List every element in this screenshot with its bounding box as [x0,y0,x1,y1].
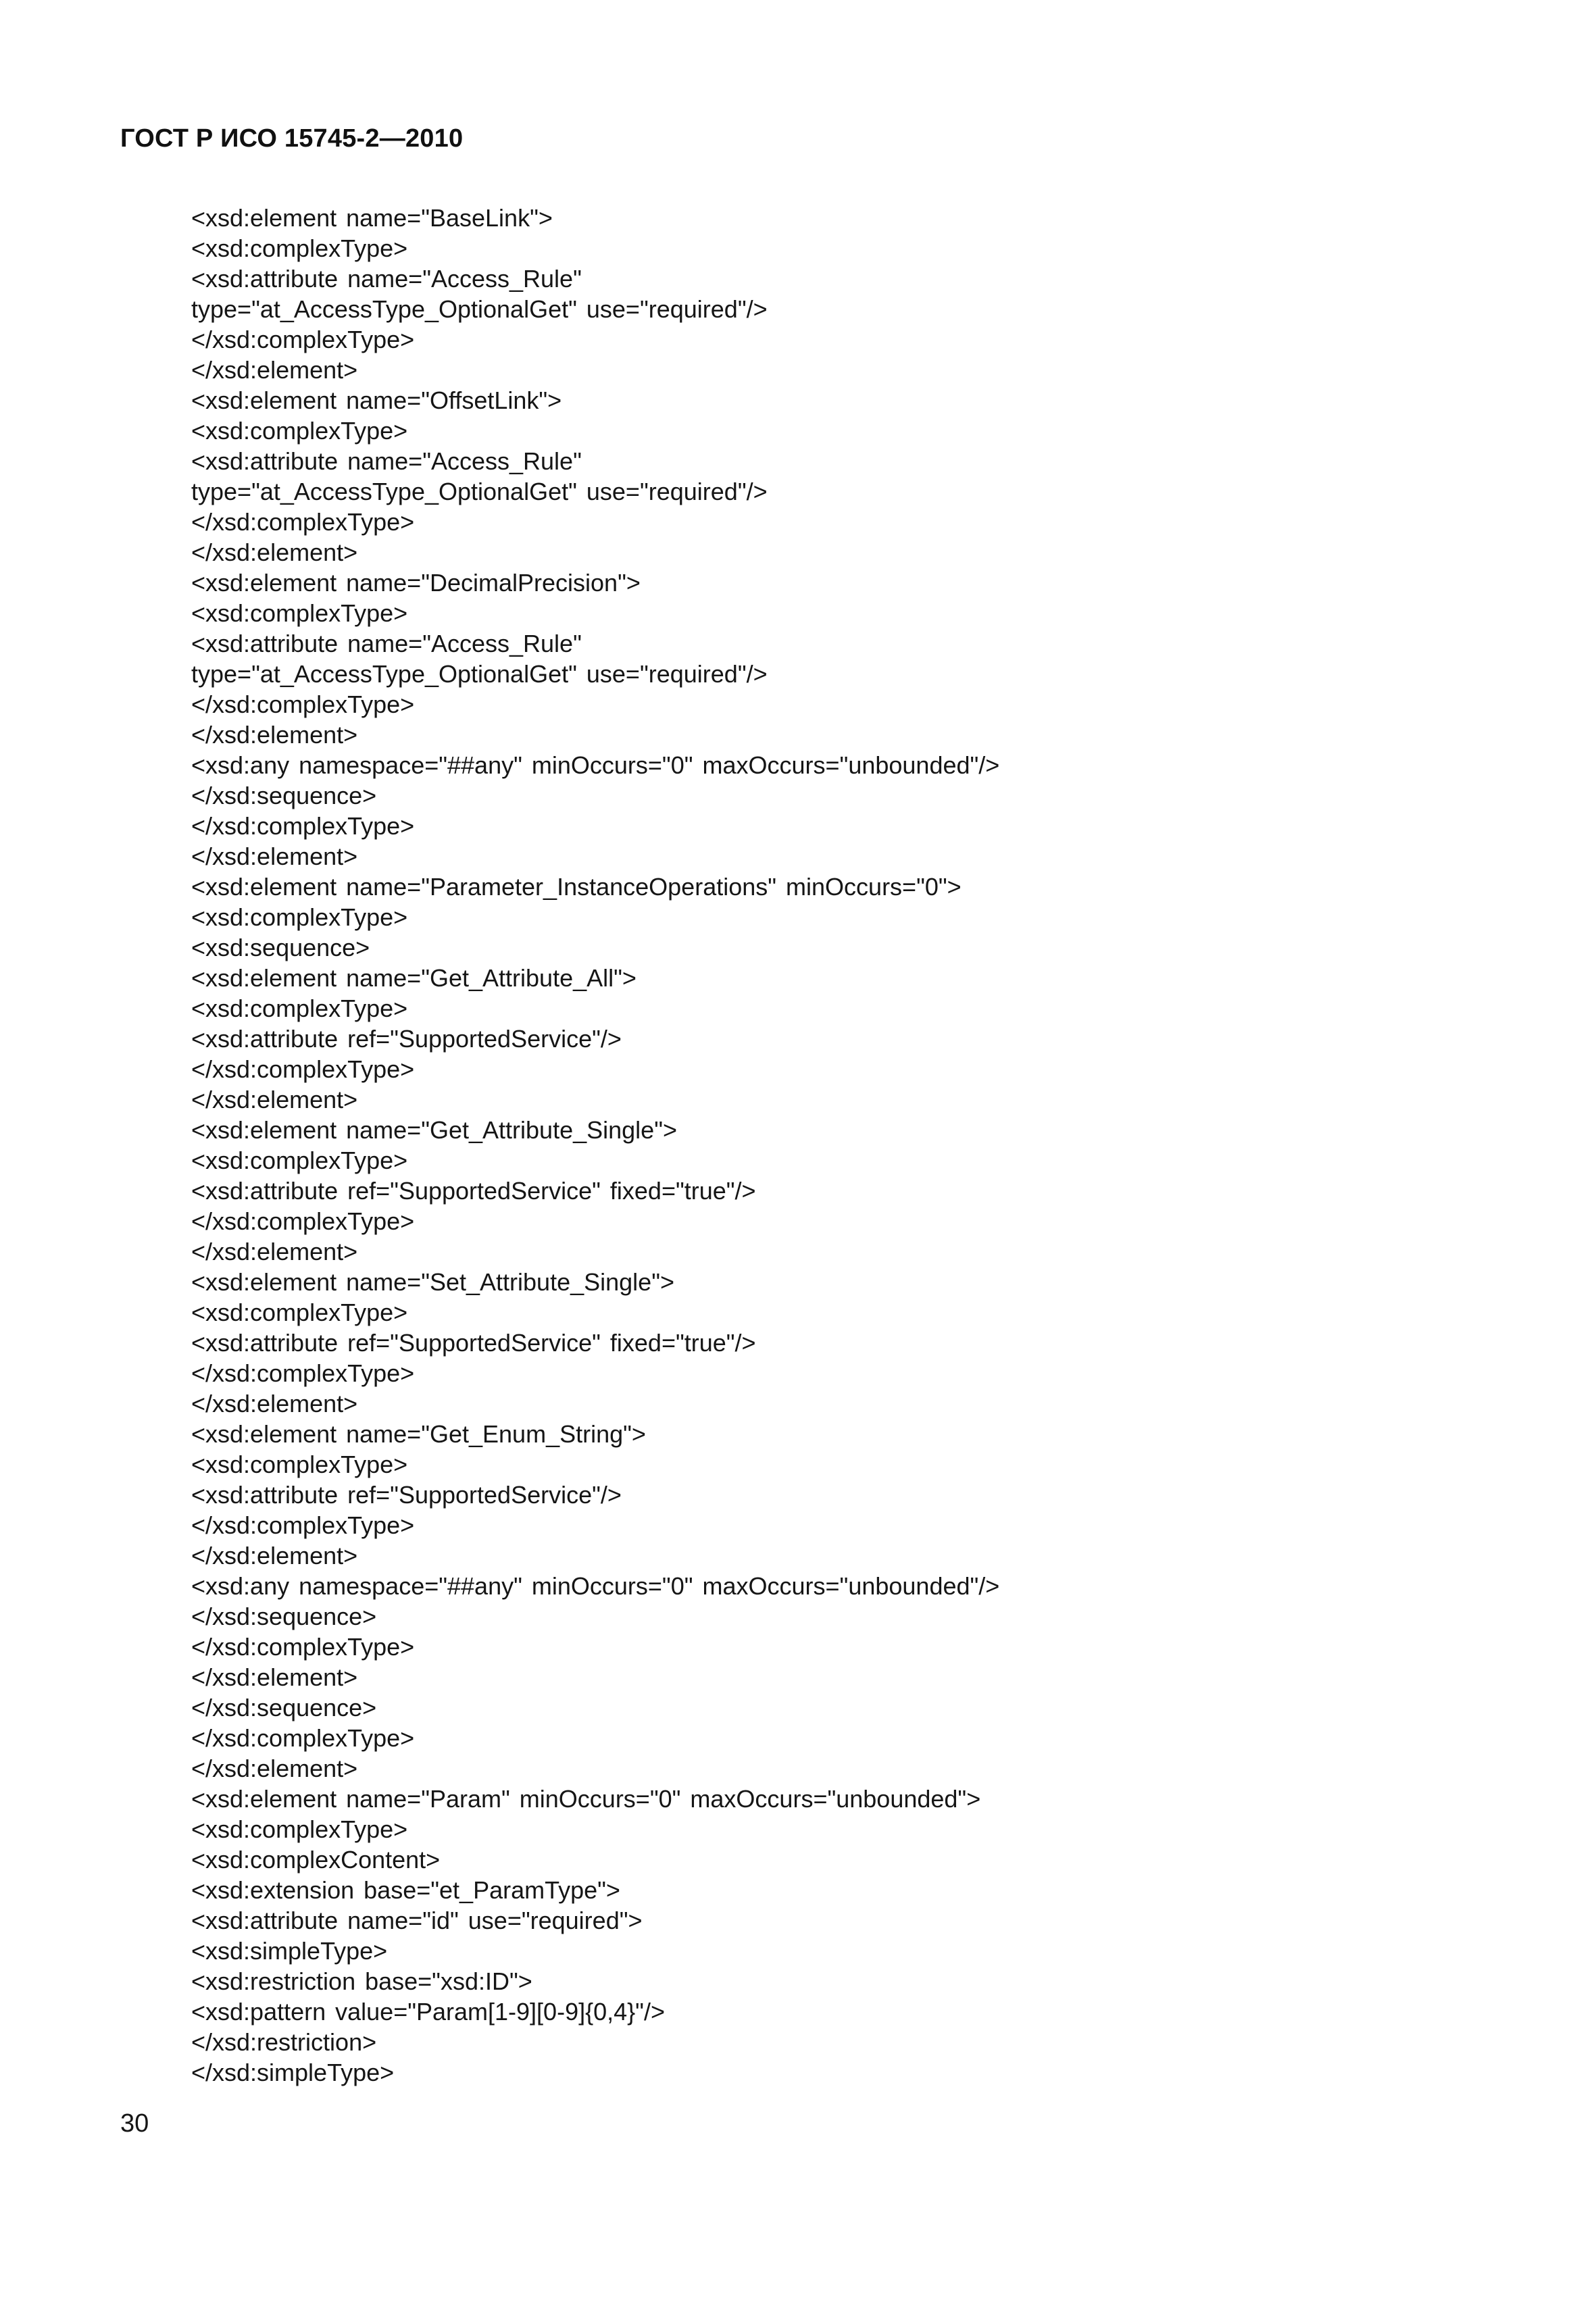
standard-header: ГОСТ Р ИСО 15745-2—2010 [120,124,464,153]
code-line: </xsd:complexType> [191,690,415,718]
code-line: <xsd:complexType> [191,903,408,931]
code-line: </xsd:element> [191,842,358,870]
code-line: </xsd:complexType> [191,1511,415,1539]
code-line: <xsd:complexType> [191,599,408,627]
code-line: <xsd:any namespace="##any" minOccurs="0" maxOccurs="unbounded"/> [191,1572,1000,1600]
code-line: <xsd:element name="Get_Enum_String"> [191,1420,646,1448]
code-line: <xsd:element name="Get_Attribute_Single"> [191,1116,677,1144]
code-line: </xsd:sequence> [191,1694,377,1721]
code-line: <xsd:any namespace="##any" minOccurs="0" maxOccurs="unbounded"/> [191,751,1000,779]
code-line: <xsd:element name="DecimalPrecision"> [191,569,641,597]
code-line: <xsd:attribute name="Access_Rule" [191,447,582,475]
code-line: <xsd:simpleType> [191,1937,388,1965]
code-line: type="at_AccessType_OptionalGet" use="required"/> [191,295,768,323]
code-line: </xsd:element> [191,538,358,566]
code-line: </xsd:complexType> [191,1633,415,1661]
code-line: <xsd:complexType> [191,417,408,445]
code-line: </xsd:element> [191,1390,358,1417]
code-line: <xsd:element name="Get_Attribute_All"> [191,964,637,992]
code-line: </xsd:element> [191,356,358,384]
code-line: </xsd:complexType> [191,508,415,536]
code-line: <xsd:attribute ref="SupportedService" fixed="true"/> [191,1329,756,1357]
code-line: </xsd:complexType> [191,1724,415,1752]
code-line: type="at_AccessType_OptionalGet" use="required"/> [191,478,768,505]
code-line: <xsd:pattern value="Param[1-9][0-9]{0,4}"/> [191,1998,665,2026]
code-line: <xsd:complexType> [191,1299,408,1326]
code-line: <xsd:extension base="et_ParamType"> [191,1876,620,1904]
code-line: </xsd:simpleType> [191,2059,395,2086]
code-line: </xsd:element> [191,1755,358,1782]
code-line: <xsd:sequence> [191,934,370,961]
code-line: </xsd:sequence> [191,782,377,809]
code-line: </xsd:element> [191,1238,358,1265]
code-line: <xsd:complexType> [191,995,408,1022]
code-line: </xsd:element> [191,721,358,749]
code-line: <xsd:attribute ref="SupportedService"/> [191,1481,622,1509]
code-line: <xsd:element name="Param" minOccurs="0" maxOccurs="unbounded"> [191,1785,981,1813]
code-line: </xsd:complexType> [191,326,415,353]
code-line: <xsd:element name="Set_Attribute_Single"> [191,1268,674,1296]
code-line: <xsd:attribute ref="SupportedService" fixed="true"/> [191,1177,756,1205]
code-line: </xsd:element> [191,1663,358,1691]
code-line: </xsd:element> [191,1542,358,1569]
code-line: <xsd:complexType> [191,1147,408,1174]
code-line: <xsd:complexType> [191,234,408,262]
page-number: 30 [120,2109,149,2138]
code-line: <xsd:attribute name="Access_Rule" [191,265,582,293]
code-line: <xsd:restriction base="xsd:ID"> [191,1967,532,1995]
code-line: </xsd:complexType> [191,812,415,840]
code-line: </xsd:restriction> [191,2028,377,2056]
code-line: <xsd:attribute name="Access_Rule" [191,630,582,657]
code-line: <xsd:attribute name="id" use="required"> [191,1907,643,1934]
code-line: <xsd:element name="OffsetLink"> [191,386,562,414]
code-line: </xsd:complexType> [191,1055,415,1083]
xsd-code-listing [191,203,1509,2088]
code-line: type="at_AccessType_OptionalGet" use="required"/> [191,660,768,688]
code-line: <xsd:element name="BaseLink"> [191,204,553,232]
code-line: </xsd:sequence> [191,1603,377,1630]
code-line: <xsd:complexType> [191,1815,408,1843]
code-line: </xsd:complexType> [191,1359,415,1387]
code-line: <xsd:complexType> [191,1451,408,1478]
code-line: <xsd:element name="Parameter_InstanceOperations" minOccurs="0"> [191,873,962,901]
code-line: </xsd:complexType> [191,1207,415,1235]
code-line: <xsd:complexContent> [191,1846,441,1873]
code-line: <xsd:attribute ref="SupportedService"/> [191,1025,622,1053]
code-line: </xsd:element> [191,1086,358,1113]
